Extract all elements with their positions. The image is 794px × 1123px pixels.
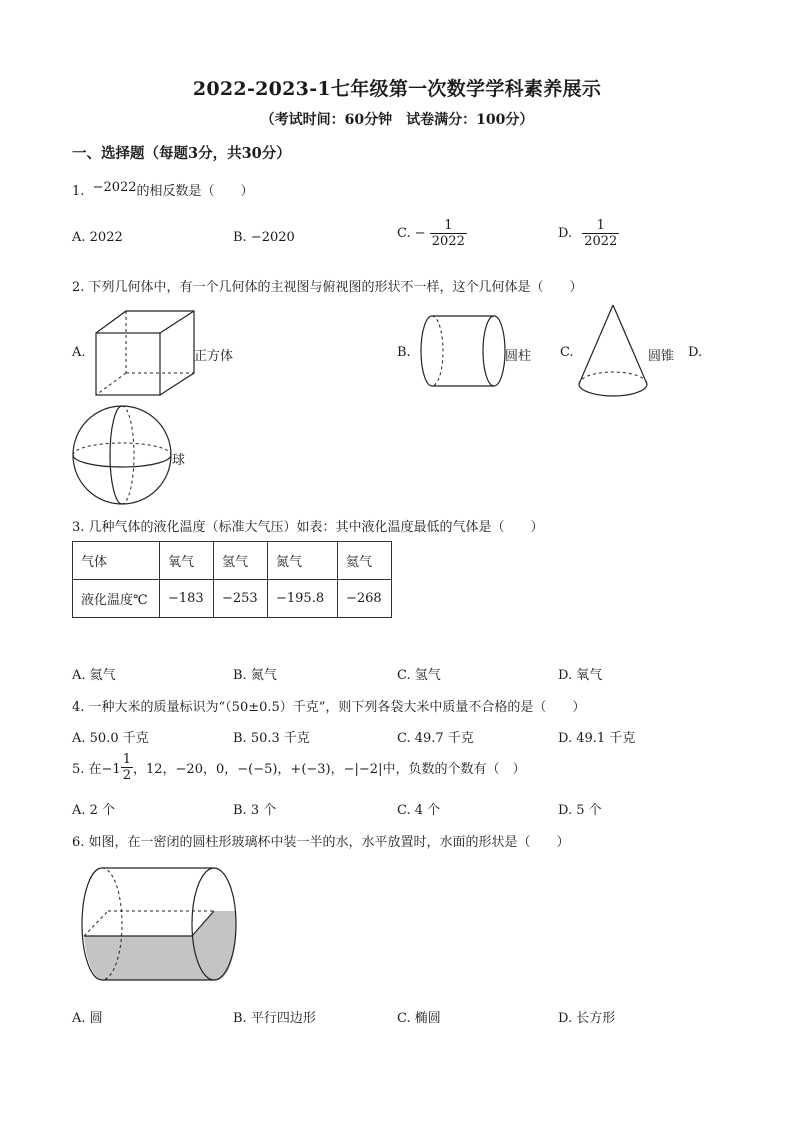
q2-option-a-label: 正方体 <box>194 349 234 364</box>
question-6-text: 6. 如图，在一密闭的圆柱形玻璃杯中装一半的水，水平放置时，水面的形状是（ ） <box>72 835 570 850</box>
liquefaction-table <box>72 541 392 618</box>
q2-option-d-label: 球 <box>172 453 186 468</box>
section-heading: 一、选择题（每题3分，共30分） <box>72 145 291 162</box>
page-title: 2022-2023-1七年级第一次数学学科素养展示 <box>192 78 602 100</box>
question-5-prefix: 5. 在−1 <box>72 762 121 777</box>
q2-option-b-label: 圆柱 <box>505 349 532 364</box>
cube-figure <box>90 305 200 400</box>
q6-option-b[interactable]: B. 平行四边形 <box>233 1011 316 1026</box>
table-cell: 氧气 <box>160 542 214 580</box>
q4-option-b[interactable]: B. 50.3 千克 <box>233 731 310 746</box>
q1-option-a[interactable]: A. 2022 <box>72 230 123 245</box>
q6-option-c[interactable]: C. 椭圆 <box>397 1011 441 1026</box>
q1-option-c[interactable] <box>397 218 467 249</box>
question-5-text: ，12，−20，0，−(−5)，+(−3)，−|−2|中，负数的个数有（ ） <box>132 762 526 777</box>
q2-option-a-prefix[interactable]: A. <box>72 345 86 360</box>
fraction-numerator: 1 <box>122 752 131 767</box>
table-cell: −268 <box>338 580 392 618</box>
exam-info: （考试时间：60分钟 试卷满分：100分） <box>260 112 534 128</box>
question-5 <box>72 752 525 783</box>
fraction-denominator: 2022 <box>431 234 465 249</box>
q3-option-c[interactable]: C. 氢气 <box>397 668 441 683</box>
q5-option-a[interactable]: A. 2 个 <box>72 803 116 818</box>
table-header-row <box>73 542 392 580</box>
table-cell: 氦气 <box>338 542 392 580</box>
cone-figure <box>575 302 655 402</box>
q1-option-d-fraction <box>582 218 619 249</box>
question-4-text: 4. 一种大米的质量标识为“（50±0.5）千克”，则下列各袋大米中质量不合格的是（ ） <box>72 700 586 715</box>
fraction-numerator: 1 <box>596 218 605 233</box>
q1-option-d-prefix: D. <box>558 226 573 241</box>
q4-option-d[interactable]: D. 49.1 千克 <box>558 731 636 746</box>
question-5-fraction <box>121 752 133 783</box>
q5-option-b[interactable]: B. 3 个 <box>233 803 277 818</box>
table-cell: −183 <box>160 580 214 618</box>
q1-option-c-prefix: C. − <box>397 226 426 241</box>
q3-option-d[interactable]: D. 氧气 <box>558 668 603 683</box>
question-1-expression: −2022 <box>92 180 137 195</box>
table-cell: 氮气 <box>268 542 338 580</box>
fraction-denominator: 2 <box>122 768 131 783</box>
q2-option-b-prefix[interactable]: B. <box>397 345 411 360</box>
question-1-text: 的相反数是（ ） <box>136 184 254 199</box>
q2-option-d-prefix[interactable]: D. <box>688 345 703 360</box>
question-1-number: 1. <box>72 184 85 199</box>
table-cell: −195.8 <box>268 580 338 618</box>
q1-option-b[interactable]: B. −2020 <box>233 230 295 245</box>
q5-option-d[interactable]: D. 5 个 <box>558 803 602 818</box>
question-1 <box>72 180 254 199</box>
cylinder-figure <box>410 312 510 392</box>
q2-option-c-prefix[interactable]: C. <box>560 345 574 360</box>
q6-option-a[interactable]: A. 圆 <box>72 1011 103 1026</box>
q2-option-c-label: 圆锥 <box>648 349 675 364</box>
table-cell: 液化温度℃ <box>73 580 160 618</box>
q4-option-c[interactable]: C. 49.7 千克 <box>397 731 474 746</box>
fraction-denominator: 2022 <box>584 234 618 249</box>
fraction-numerator: 1 <box>444 218 453 233</box>
question-3-text: 3. 几种气体的液化温度（标准大气压）如表：其中液化温度最低的气体是（ ） <box>72 520 544 535</box>
table-cell: 氢气 <box>214 542 268 580</box>
table-cell: 气体 <box>73 542 160 580</box>
sphere-figure <box>70 404 180 506</box>
cylinder-water-figure <box>78 862 248 992</box>
q6-option-d[interactable]: D. 长方形 <box>558 1011 616 1026</box>
q1-option-d[interactable] <box>558 218 619 249</box>
table-cell: −253 <box>214 580 268 618</box>
q1-option-c-fraction <box>430 218 467 249</box>
q5-option-c[interactable]: C. 4 个 <box>397 803 441 818</box>
q3-option-b[interactable]: B. 氮气 <box>233 668 277 683</box>
q3-option-a[interactable]: A. 氦气 <box>72 668 116 683</box>
q4-option-a[interactable]: A. 50.0 千克 <box>72 731 149 746</box>
question-2-text: 2. 下列几何体中，有一个几何体的主视图与俯视图的形状不一样，这个几何体是（ ） <box>72 280 583 295</box>
table-row <box>73 580 392 618</box>
